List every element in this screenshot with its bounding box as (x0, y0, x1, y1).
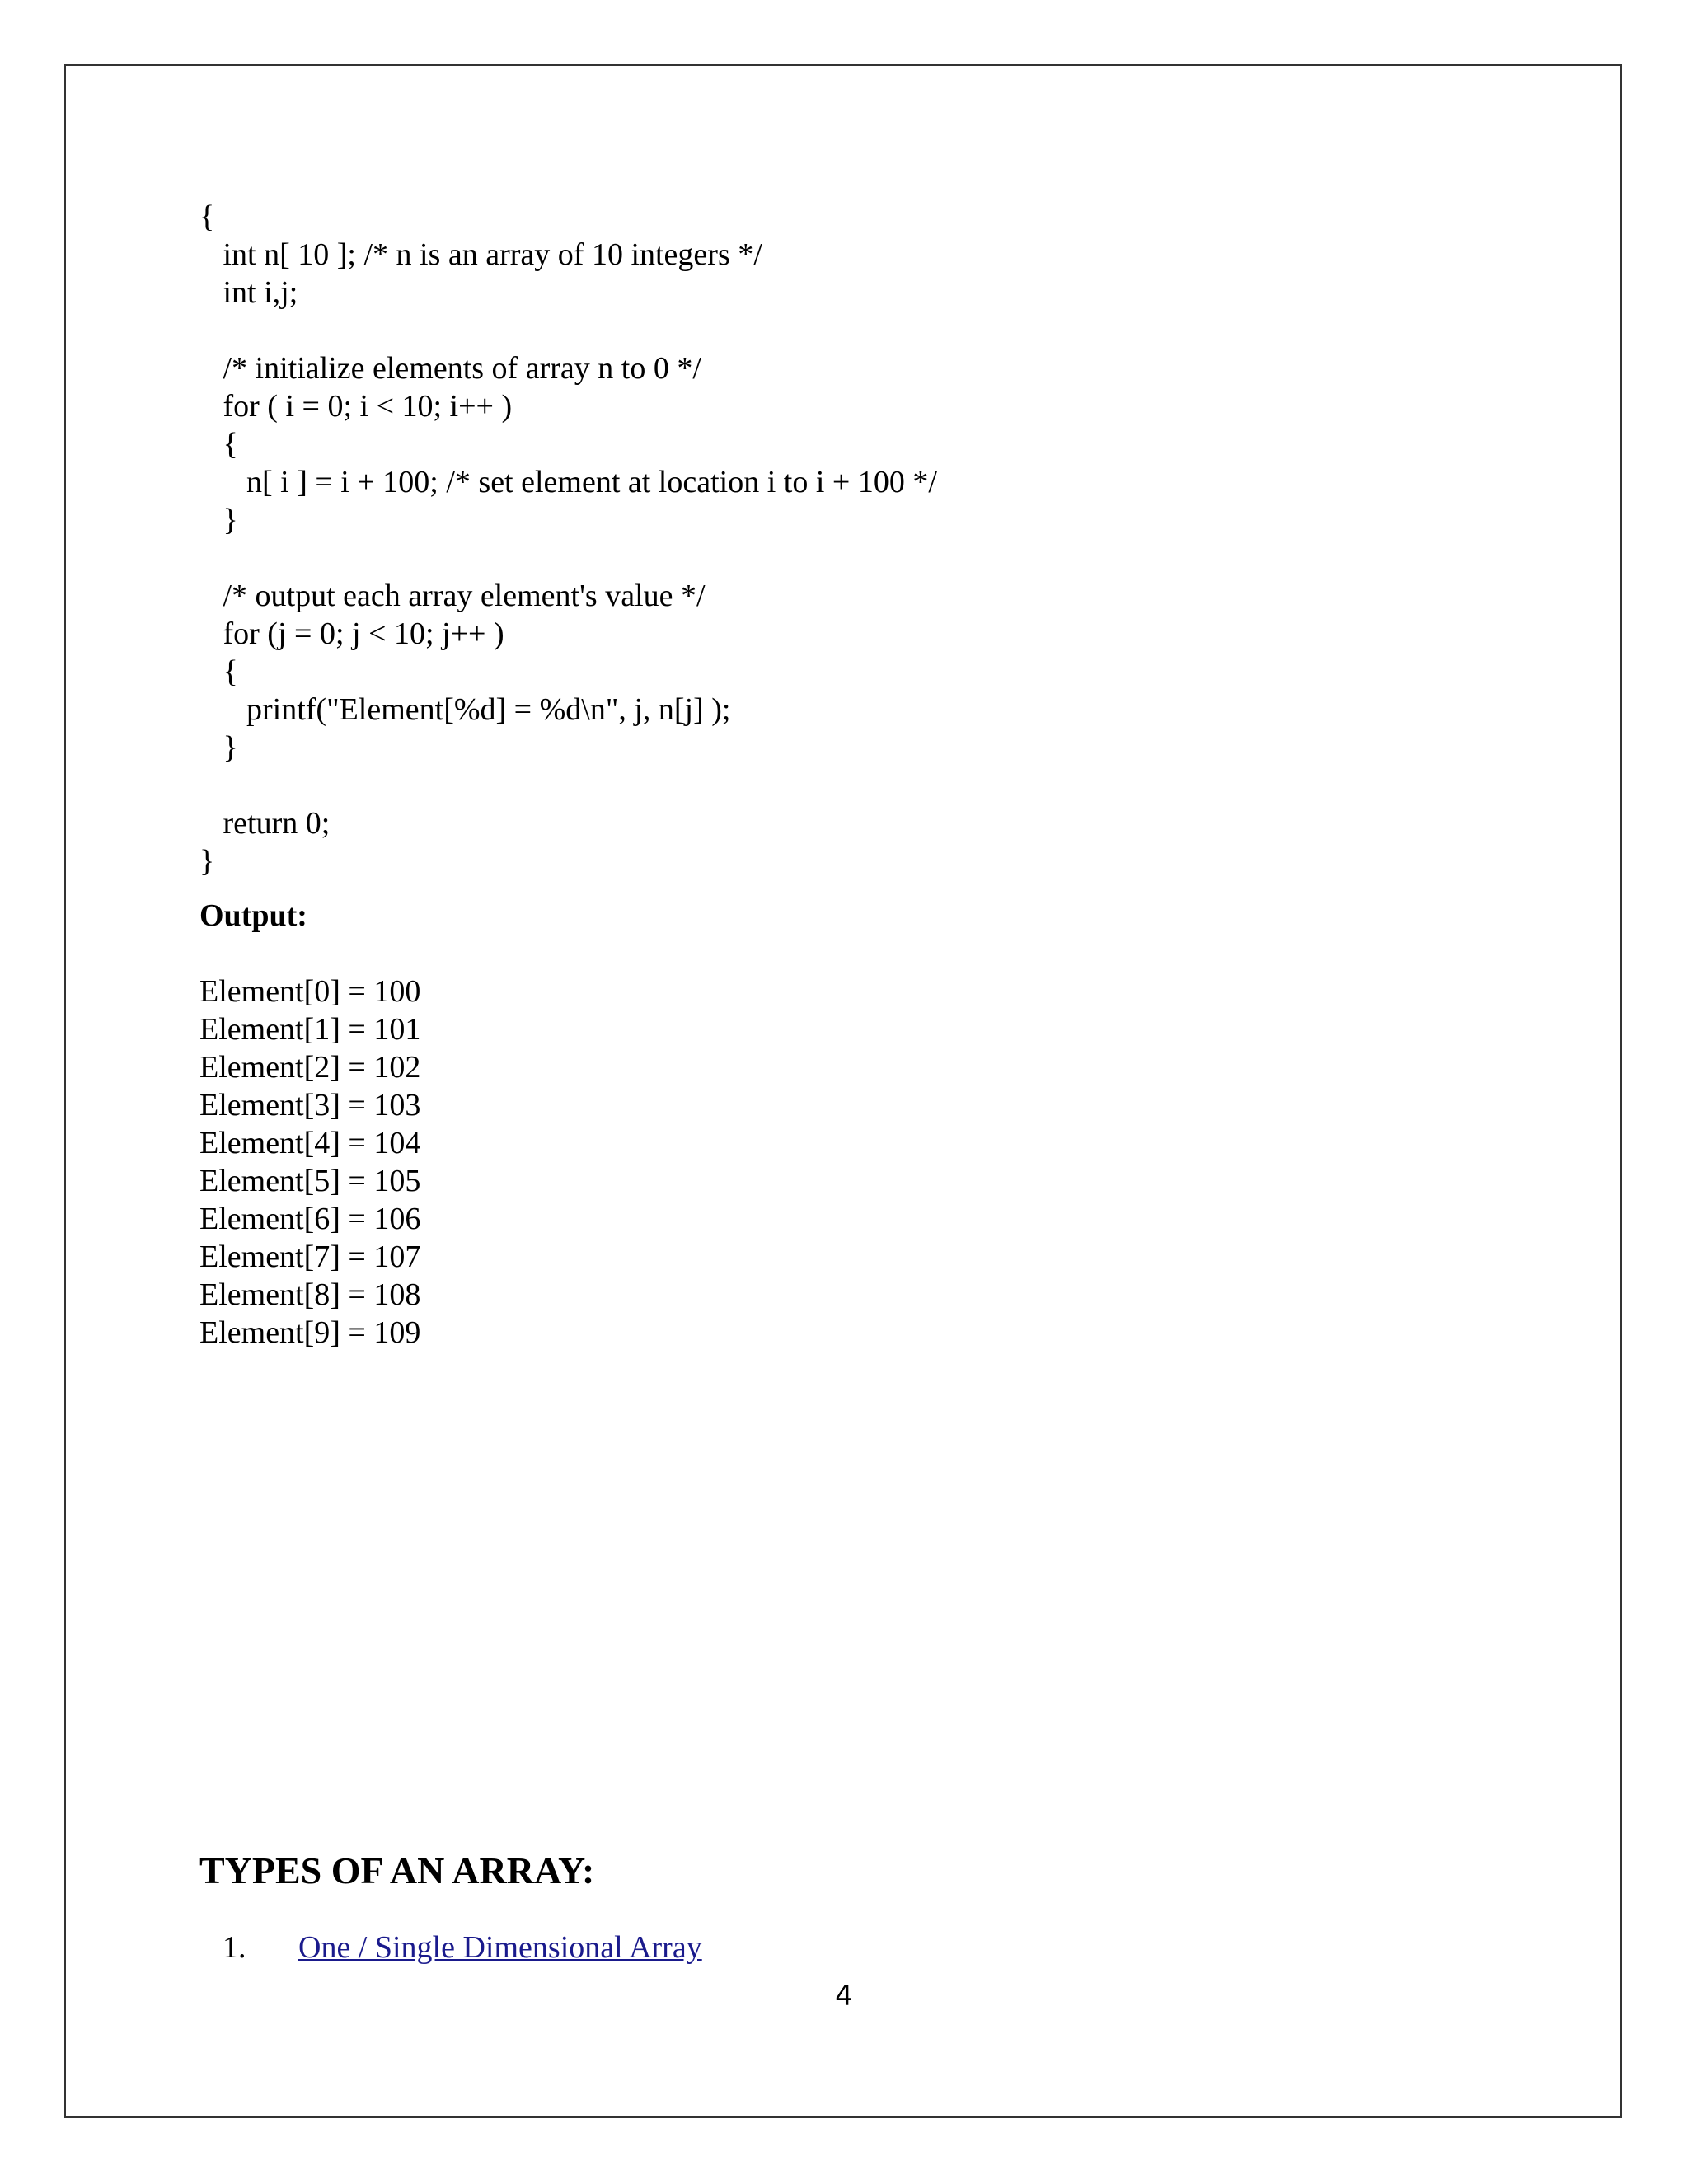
output-line: Element[8] = 108 (199, 1277, 421, 1312)
code-line: return 0; (199, 806, 331, 841)
page-content (199, 198, 1518, 1352)
code-line: /* output each array element's value */ (199, 579, 706, 613)
code-line (199, 766, 1518, 804)
code-line: for ( i = 0; i < 10; i++ ) (199, 389, 513, 424)
link-one-dimensional-array[interactable]: One / Single Dimensional Array (298, 1930, 702, 1965)
code-line: for (j = 0; j < 10; j++ ) (199, 616, 504, 651)
output-line: Element[7] = 107 (199, 1240, 421, 1274)
code-line: } (199, 844, 215, 879)
code-line: { (199, 427, 238, 462)
output-line: Element[9] = 109 (199, 1315, 421, 1350)
output-line: Element[6] = 106 (199, 1202, 421, 1236)
output-block (199, 972, 1518, 1352)
output-line: Element[5] = 105 (199, 1164, 421, 1198)
code-line: int i,j; (199, 275, 298, 310)
output-line: Element[4] = 104 (199, 1126, 421, 1160)
output-line: Element[2] = 102 (199, 1050, 421, 1085)
code-line: /* initialize elements of array n to 0 */ (199, 351, 701, 386)
code-line: } (199, 503, 238, 537)
output-heading: Output: (199, 898, 307, 933)
page-number: 4 (835, 1980, 853, 2013)
output-line: Element[0] = 100 (199, 974, 421, 1009)
output-line: Element[3] = 103 (199, 1088, 421, 1122)
code-line: n[ i ] = i + 100; /* set element at location i to i + 100 */ (199, 465, 937, 499)
code-line: { (199, 654, 238, 689)
code-line: int n[ 10 ]; /* n is an array of 10 integers */ (199, 237, 762, 272)
code-line: printf("Element[%d] = %d\n", j, n[j] ); (199, 692, 731, 727)
code-line (199, 312, 1518, 349)
code-line: } (199, 730, 238, 765)
types-list (223, 1929, 702, 1966)
output-line: Element[1] = 101 (199, 1012, 421, 1047)
section-heading-types: TYPES OF AN ARRAY: (199, 1849, 595, 1891)
list-item (223, 1929, 702, 1966)
list-item-number: 1. (223, 1930, 246, 1965)
code-block (199, 198, 1518, 880)
code-line: { (199, 199, 215, 234)
code-line (199, 539, 1518, 577)
